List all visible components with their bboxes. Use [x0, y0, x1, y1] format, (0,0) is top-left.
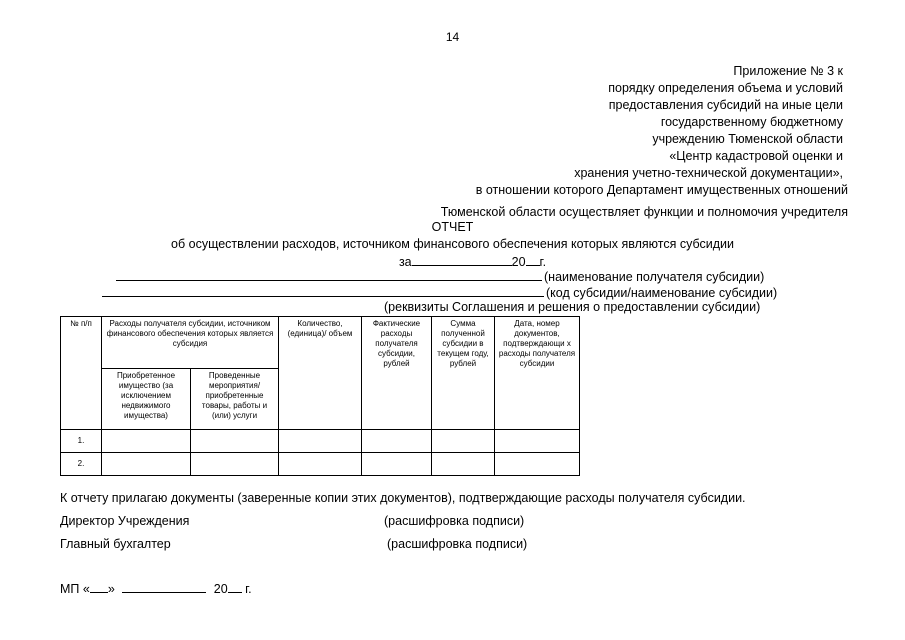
table-cell	[102, 453, 191, 476]
period-prefix: за	[398, 255, 412, 269]
table-cell	[362, 453, 432, 476]
report-title: ОТЧЕТ	[431, 220, 474, 234]
table-cell	[432, 453, 495, 476]
period-suffix: г.	[539, 255, 547, 269]
accountant-label: Главный бухгалтер	[60, 537, 171, 551]
attachment-text: К отчету прилагаю документы (заверенные копии этих документов), подтверждающие расходы получателя субсидии.	[60, 491, 746, 505]
agreement-label: (реквизиты Соглашения и решения о предоставлении субсидии)	[384, 300, 761, 314]
stamp-year-blank	[228, 580, 242, 593]
table-cell	[191, 453, 279, 476]
report-period	[0, 253, 905, 269]
stamp-day-blank	[90, 580, 108, 593]
page-number: 14	[445, 30, 460, 44]
header-expenses-property: Приобретенное имущество (за исключением недвижимого имущества)	[102, 369, 191, 430]
period-year: 20	[511, 255, 526, 269]
table-cell	[191, 430, 279, 453]
appendix-line: Приложение № 3 к	[733, 64, 843, 78]
subsidy-code-blank	[102, 284, 544, 297]
row-number: 2.	[61, 453, 102, 476]
table-cell	[102, 430, 191, 453]
appendix-line: порядку определения объема и условий	[608, 81, 843, 95]
stamp-mid: »	[107, 582, 115, 596]
appendix-line: государственному бюджетному	[660, 115, 843, 129]
subsidy-code-label: (код субсидии/наименование субсидии)	[546, 286, 778, 300]
row-number: 1.	[61, 430, 102, 453]
recipient-name-label: (наименование получателя субсидии)	[544, 270, 765, 284]
report-subtitle: об осуществлении расходов, источником финансового обеспечения которых являются субсидии	[171, 237, 734, 251]
header-expenses-events: Проведенные мероприятия/ приобретенные товары, работы и (или) услуги	[191, 369, 279, 430]
appendix-line: хранения учетно-технической документации»,	[574, 166, 843, 180]
header-expenses: Расходы получателя субсидии, источником финансового обеспечения которых является субсидия	[102, 317, 279, 369]
appendix-line: в отношении которого Департамент имущественных отношений	[475, 183, 848, 197]
appendix-line: учреждению Тюменской области	[652, 132, 843, 146]
stamp-year: 20	[213, 582, 228, 596]
table-cell	[495, 430, 580, 453]
table-row	[61, 453, 580, 476]
table-cell	[432, 430, 495, 453]
appendix-line: «Центр кадастровой оценки и	[669, 149, 843, 163]
appendix-line: предоставления субсидий на иные цели	[608, 98, 843, 112]
recipient-name-row	[116, 268, 764, 284]
table-row	[61, 430, 580, 453]
stamp-prefix: МП «	[60, 582, 90, 596]
header-number: № п/п	[61, 317, 102, 430]
report-table	[60, 316, 580, 476]
accountant-signature: (расшифровка подписи)	[387, 537, 528, 551]
subsidy-code-row	[102, 284, 777, 300]
appendix-line: Тюменской области осуществляет функции и полномочия учредителя	[440, 205, 848, 219]
director-label: Директор Учреждения	[60, 514, 190, 528]
table-cell	[362, 430, 432, 453]
stamp-month-blank	[122, 580, 206, 593]
header-documents: Дата, номер документов, подтверждающи х расходы получателя субсидии	[495, 317, 580, 430]
recipient-name-blank	[116, 268, 542, 281]
appendix-header	[440, 63, 848, 221]
header-quantity: Количество, (единица)/ объем	[279, 317, 362, 430]
header-received-subsidy: Сумма полученной субсидии в текущем году, рублей	[432, 317, 495, 430]
period-blank	[412, 253, 512, 266]
director-signature: (расшифровка подписи)	[384, 514, 525, 528]
table-cell	[279, 453, 362, 476]
stamp-row	[60, 580, 252, 596]
header-actual-expenses: Фактические расходы получателя субсидии, рублей	[362, 317, 432, 430]
table-cell	[279, 430, 362, 453]
period-year-blank	[526, 253, 540, 266]
stamp-suffix: г.	[245, 582, 252, 596]
table-cell	[495, 453, 580, 476]
